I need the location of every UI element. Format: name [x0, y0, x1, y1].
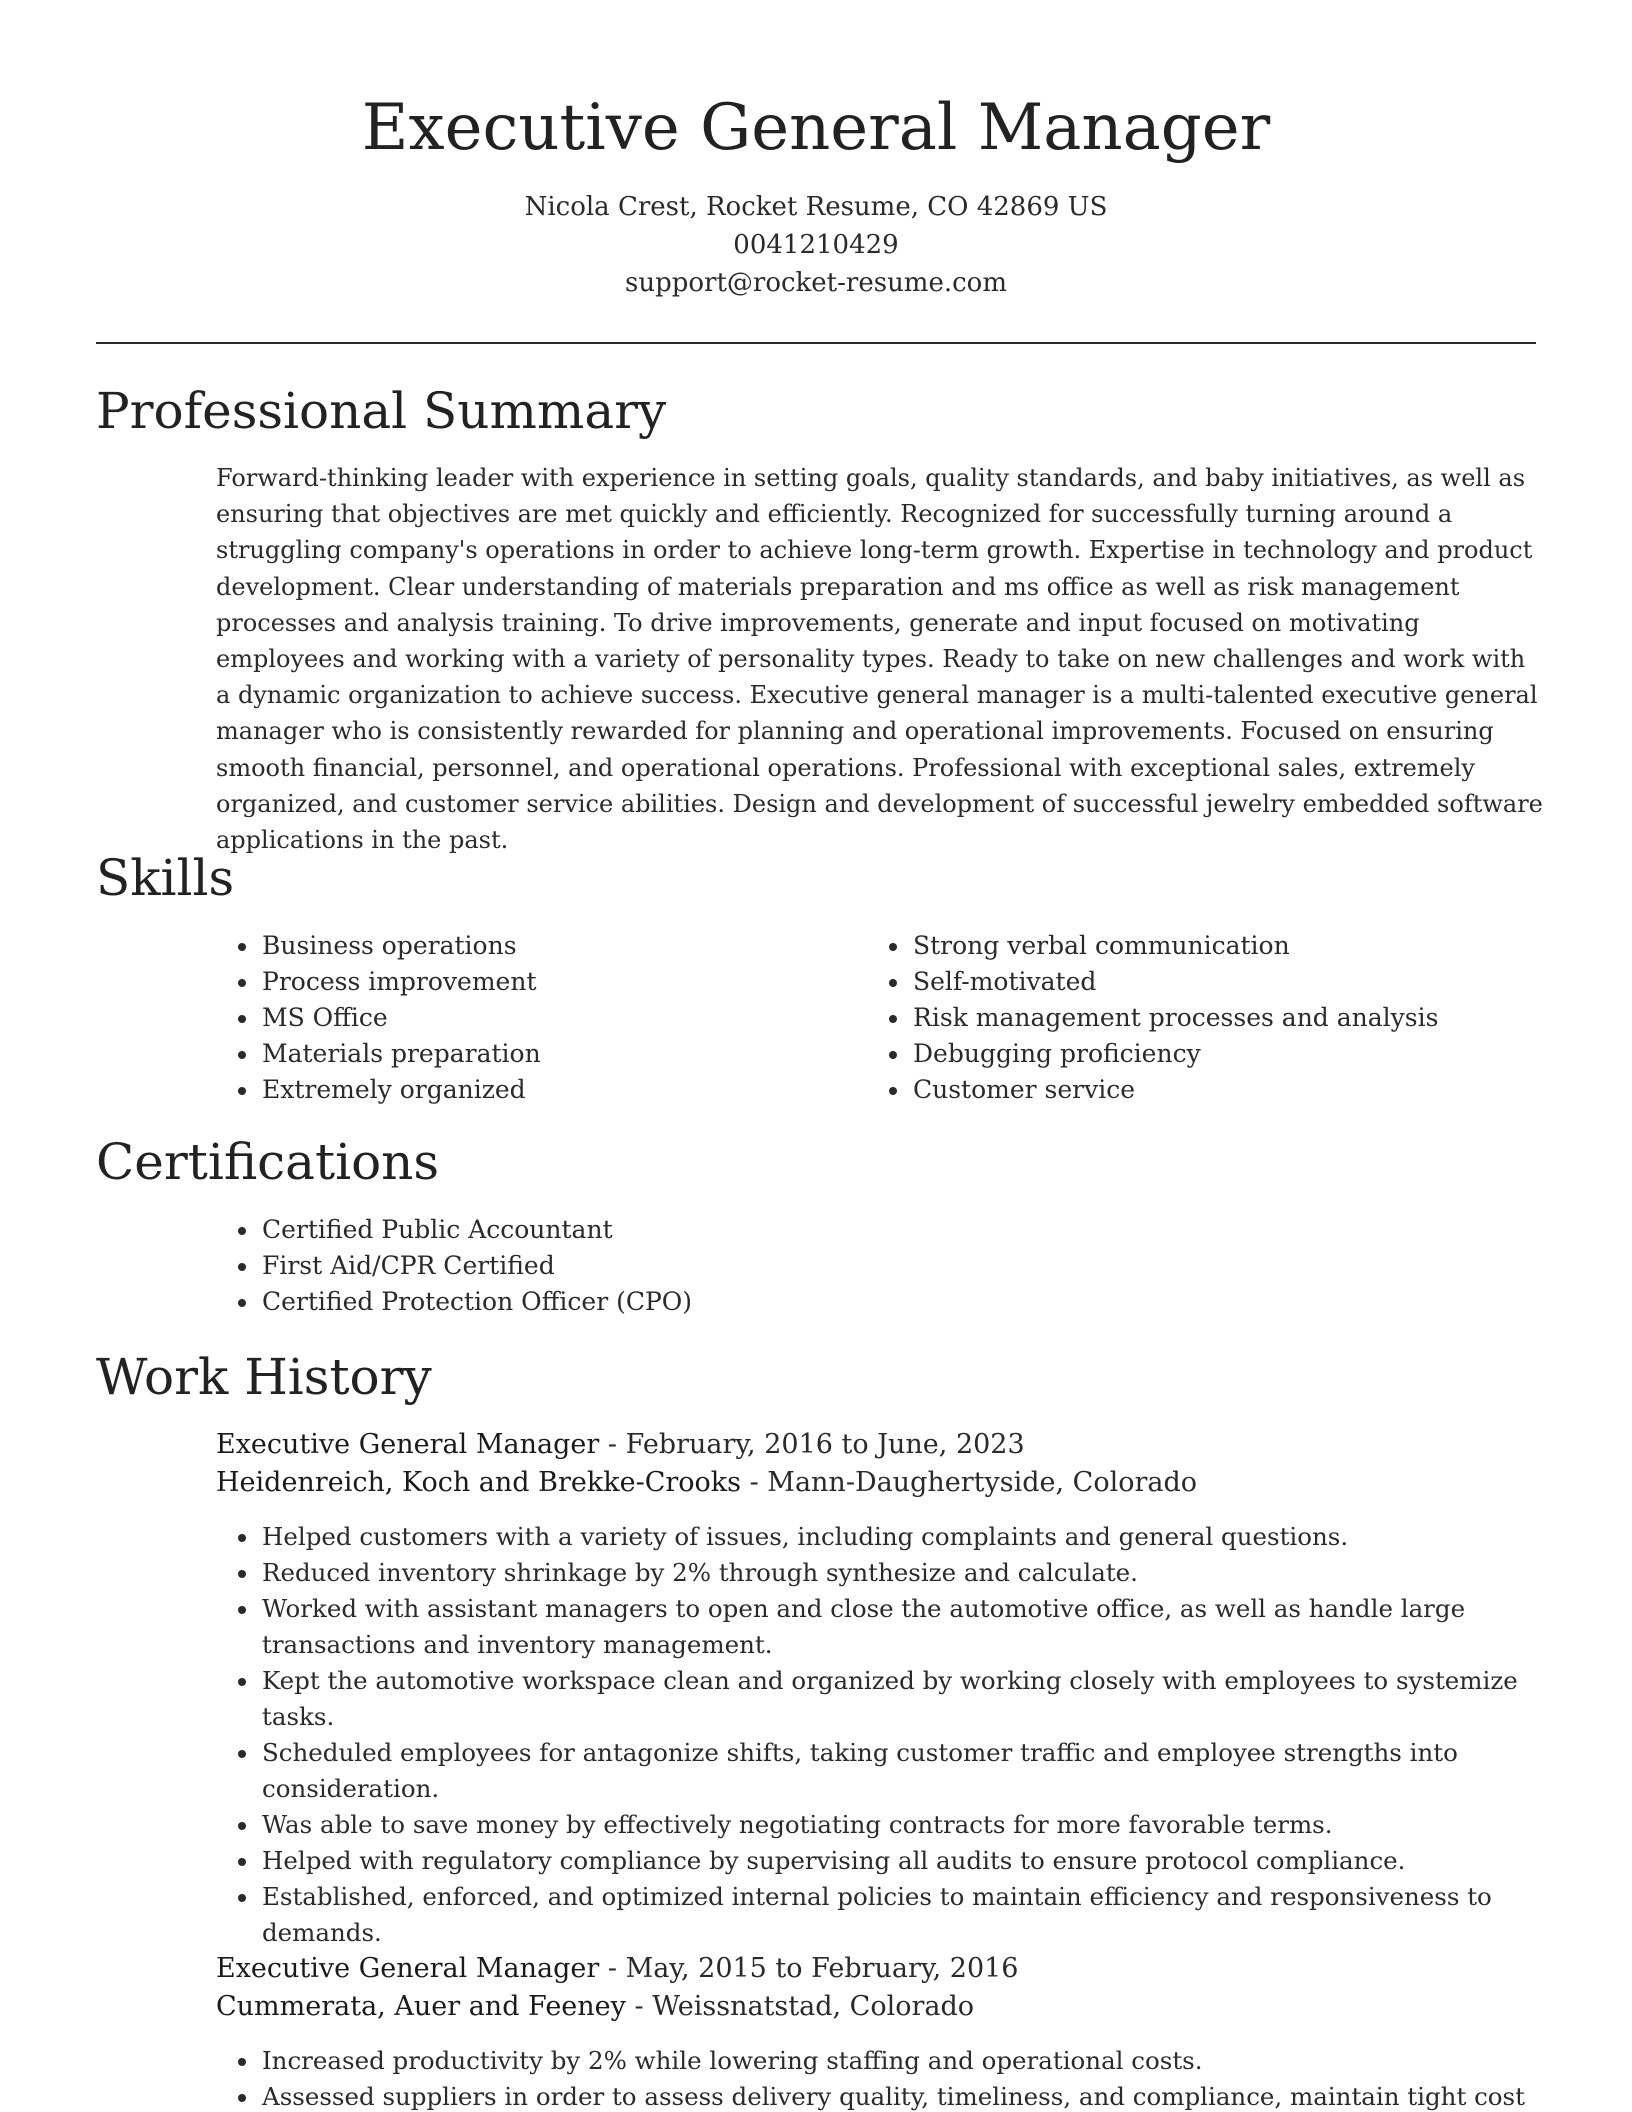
job-title-line — [216, 1426, 1025, 1464]
job-location: Mann-Daughertyside, Colorado — [767, 1467, 1198, 1498]
separator: - — [625, 1991, 653, 2022]
certification-item: • Certified Protection Officer (CPO) — [260, 1284, 1416, 1320]
job-title-line — [216, 1950, 1019, 1988]
skill-item: • Process improvement — [260, 964, 856, 1000]
skill-item: • Strong verbal communication — [911, 928, 1547, 964]
job-bullet: • Established, enforced, and optimized internal policies to maintain efficiency and responsiveness to demands. — [260, 1879, 1542, 1951]
separator: - — [741, 1467, 768, 1498]
job-company: Heidenreich, Koch and Brekke-Crooks — [216, 1467, 741, 1498]
resume-header — [0, 78, 1632, 302]
job-bullet: • Was able to save money by effectively negotiating contracts for more favorable terms. — [260, 1807, 1542, 1843]
certifications-heading: Certifications — [96, 1133, 440, 1191]
skill-item: • Self-motivated — [911, 964, 1547, 1000]
contact-address: Nicola Crest, Rocket Resume, CO 42869 US — [524, 192, 1108, 222]
job-location: Weissnatstad, Colorado — [652, 1991, 975, 2022]
skills-column-left — [216, 928, 856, 1108]
contact-email: support@rocket-resume.com — [624, 268, 1007, 298]
job-dates: February, 2016 to June, 2023 — [625, 1429, 1025, 1460]
job-bullet: • Worked with assistant managers to open and close the automotive office, as well as handle large transactions and inventory management. — [260, 1591, 1542, 1663]
certifications-list — [216, 1212, 1416, 1320]
work-history-heading: Work History — [96, 1348, 432, 1406]
summary-text: Forward-thinking leader with experience in setting goals, quality standards, and baby initiatives, as well as ensuring that objectives are met quickly and efficiently. Recognized for successfully turning around a struggling company's operations in order to achieve long-term growth. Expertise in technology and product development. Clear understanding of materials preparation and ms office as well as risk management processes and analysis training. To drive improvements, generate and input focused on motivating employees and working with a variety of personality types. Ready to take on new challenges and work with a dynamic organization to achieve success. Executive general manager is a multi-talented executive general manager who is consistently rewarded for planning and operational improvements. Focused on ensuring smooth financial, personnel, and operational operations. Professional with exceptional sales, extremely organized, and customer service abilities. Design and development of successful jewelry embedded software applications in the past. — [216, 464, 1543, 855]
job-bullet: • Assessed suppliers in order to assess delivery quality, timeliness, and compliance, maintain tight cost — [260, 2079, 1542, 2112]
certification-item: • Certified Public Accountant — [260, 1212, 1416, 1248]
job-title: Executive General Manager — [216, 1429, 600, 1460]
job-company-line — [216, 1464, 1197, 1502]
job-dates: May, 2015 to February, 2016 — [625, 1953, 1019, 1984]
job-bullet: • Kept the automotive workspace clean and organized by working closely with employees to systemize tasks. — [260, 1663, 1542, 1735]
skill-item: • MS Office — [260, 1000, 856, 1036]
separator: - — [599, 1953, 626, 1984]
job-bullets — [216, 2043, 1542, 2112]
skills-column-right — [867, 928, 1547, 1108]
skills-heading: Skills — [96, 849, 235, 907]
job-bullet: • Helped customers with a variety of issues, including complaints and general questions. — [260, 1519, 1542, 1555]
skill-item: • Customer service — [911, 1072, 1547, 1108]
job-bullet: • Reduced inventory shrinkage by 2% through synthesize and calculate. — [260, 1555, 1542, 1591]
job-bullet: • Helped with regulatory compliance by supervising all audits to ensure protocol compliance. — [260, 1843, 1542, 1879]
job-bullet: • Scheduled employees for antagonize shifts, taking customer traffic and employee strengths into consideration. — [260, 1735, 1542, 1807]
certification-item: • First Aid/CPR Certified — [260, 1248, 1416, 1284]
job-bullet: • Increased productivity by 2% while lowering staffing and operational costs. — [260, 2043, 1542, 2079]
skill-item: • Materials preparation — [260, 1036, 856, 1072]
skill-item: • Business operations — [260, 928, 856, 964]
skill-item: • Debugging proficiency — [911, 1036, 1547, 1072]
job-title: Executive General Manager — [216, 1953, 600, 1984]
job-company: Cummerata, Auer and Feeney — [216, 1991, 626, 2022]
resume-title: Executive General Manager — [361, 91, 1271, 165]
job-company-line — [216, 1988, 974, 2026]
header-divider — [96, 342, 1536, 344]
summary-heading: Professional Summary — [96, 382, 667, 440]
contact-phone: 0041210429 — [733, 230, 899, 260]
skill-item: • Risk management processes and analysis — [911, 1000, 1547, 1036]
separator: - — [599, 1429, 626, 1460]
job-bullets — [216, 1519, 1542, 1951]
skill-item: • Extremely organized — [260, 1072, 856, 1108]
